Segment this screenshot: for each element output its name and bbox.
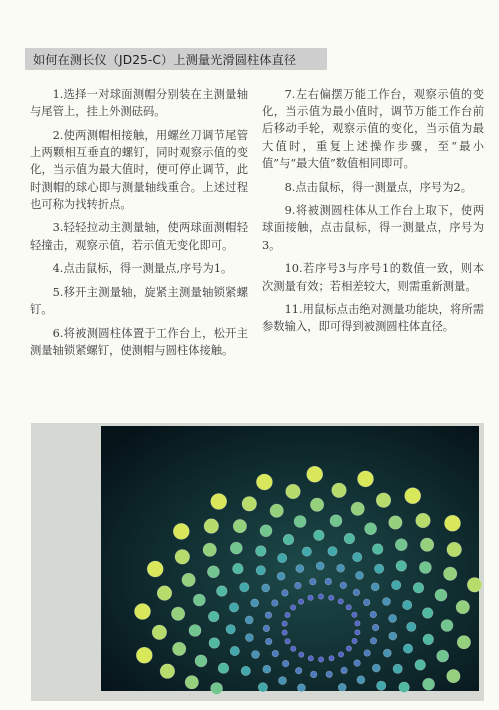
sphere — [282, 590, 289, 597]
sphere — [447, 542, 462, 557]
sphere — [310, 671, 317, 678]
sphere — [399, 682, 410, 693]
step-paragraph: 6.将被测圆柱体置于工作台上，松开主测量轴锁紧螺钉，使测帽与圆柱体接触。 — [30, 326, 248, 358]
step-paragraph: 5.移开主测量轴，旋紧主测量轴锁紧螺钉。 — [30, 286, 248, 317]
sphere — [173, 642, 186, 655]
sphere — [338, 652, 343, 657]
sphere — [413, 583, 424, 594]
sphere — [297, 684, 305, 692]
sphere — [340, 582, 347, 589]
sphere — [332, 483, 347, 498]
sphere — [302, 547, 311, 556]
sphere — [278, 553, 287, 562]
spiral-spheres-graphic — [31, 423, 484, 701]
sphere — [357, 676, 365, 684]
sphere — [355, 621, 360, 626]
sphere — [318, 594, 323, 599]
sphere — [370, 611, 377, 618]
sphere — [263, 665, 271, 673]
sphere — [245, 616, 253, 624]
sphere — [233, 519, 246, 532]
sphere — [330, 515, 342, 527]
sphere — [467, 578, 482, 593]
sphere — [441, 620, 453, 632]
sphere — [457, 636, 470, 649]
sphere — [355, 630, 360, 635]
sphere — [372, 664, 380, 672]
sphere — [314, 530, 325, 541]
sphere — [374, 564, 383, 573]
spiral-spheres-image — [31, 423, 484, 701]
sphere — [175, 550, 190, 565]
sphere — [316, 562, 324, 570]
sphere — [171, 607, 184, 620]
sphere — [291, 646, 296, 651]
step-paragraph: 1.选择一对球面测帽分别装在主测量轴与尾管上，挂上外测砝码。 — [30, 88, 248, 119]
sphere — [308, 656, 313, 661]
right-column — [262, 86, 484, 342]
sphere — [217, 586, 228, 597]
sphere — [160, 664, 175, 679]
sphere — [364, 650, 371, 657]
sphere — [326, 671, 333, 678]
sphere — [338, 683, 346, 691]
sphere — [207, 566, 219, 578]
sphere — [193, 594, 205, 606]
sphere — [260, 525, 272, 537]
sphere — [208, 611, 219, 622]
sphere — [405, 488, 421, 504]
sphere — [282, 621, 287, 626]
sphere — [383, 649, 391, 657]
sphere — [282, 660, 289, 667]
sphere — [279, 677, 287, 685]
figure-background — [101, 426, 479, 691]
sphere — [403, 600, 412, 609]
sphere — [256, 546, 267, 557]
sphere — [338, 599, 343, 604]
sphere — [211, 494, 227, 510]
sphere — [329, 656, 334, 661]
step-paragraph: 7.左右偏摆万能工作台，观察示值的变化，当示值为最小值时，调节万能工作台前后移动手轮，观察示值的变化，当示值为最大值时，重复上述操作步骤，至“最小值”与“最大值”数值相同即可。 — [262, 88, 484, 170]
sphere — [152, 625, 167, 640]
sphere — [419, 562, 431, 574]
sphere — [285, 639, 290, 644]
sphere — [286, 484, 301, 499]
step-paragraph: 9.将被测圆柱体从工作台上取下，使两球面接触，点击鼠标，得一测量点，序号为3。 — [262, 204, 484, 252]
sphere — [265, 638, 272, 645]
sphere — [344, 533, 355, 544]
sphere — [229, 603, 238, 612]
sphere — [416, 513, 431, 528]
sphere — [230, 646, 239, 655]
sphere — [351, 502, 364, 515]
step-paragraph: 11.用鼠标点击绝对测量功能块，将所需参数输入，即可得到被测圆柱体直径。 — [262, 303, 484, 334]
step-paragraph: 8.点击鼠标，得一测量点，序号为2。 — [284, 180, 473, 194]
sphere — [147, 561, 163, 577]
sphere — [329, 595, 334, 600]
sphere — [256, 474, 272, 490]
sphere — [422, 608, 433, 619]
sphere — [283, 534, 294, 545]
sphere — [135, 604, 151, 620]
sphere — [277, 572, 285, 580]
sphere — [358, 471, 374, 487]
sphere — [245, 634, 253, 642]
sphere — [258, 683, 267, 692]
sphere — [211, 683, 223, 695]
sphere — [295, 582, 302, 589]
sphere — [363, 599, 370, 606]
sphere — [298, 599, 303, 604]
sphere — [226, 625, 235, 634]
sphere — [392, 580, 401, 589]
sphere — [353, 589, 360, 596]
sphere — [290, 605, 295, 610]
step-paragraph: 10.若序号3与序号1的数值一致，则本次测量有效；若相差较大，则需重新测量。 — [262, 262, 484, 293]
sphere — [383, 598, 391, 606]
sphere — [376, 493, 391, 508]
sphere — [444, 567, 457, 580]
sphere — [256, 566, 265, 575]
sphere — [372, 544, 383, 555]
sphere — [173, 523, 189, 539]
sphere — [203, 543, 216, 556]
sphere — [395, 539, 407, 551]
sphere — [423, 678, 435, 690]
sphere — [325, 578, 332, 585]
sphere — [393, 664, 402, 673]
sphere — [242, 497, 257, 512]
sphere — [272, 650, 279, 657]
sphere — [285, 612, 290, 617]
sphere — [241, 666, 250, 675]
sphere — [310, 578, 317, 585]
sphere — [182, 573, 195, 586]
sphere — [157, 586, 172, 601]
sphere — [318, 657, 323, 662]
sphere — [189, 625, 201, 637]
sphere — [365, 523, 377, 535]
sphere — [353, 552, 362, 561]
sphere — [262, 584, 270, 592]
sphere — [272, 600, 279, 607]
sphere — [240, 583, 249, 592]
left-column — [30, 86, 248, 366]
sphere — [415, 660, 426, 671]
sphere — [352, 638, 357, 643]
sphere — [377, 681, 386, 690]
sphere — [337, 564, 345, 572]
sphere — [389, 614, 397, 622]
step-paragraph: 4.点击鼠标，得一测量点,序号为1。 — [52, 262, 233, 276]
sphere — [420, 538, 433, 551]
sphere — [251, 599, 259, 607]
sphere — [370, 638, 377, 645]
sphere — [346, 646, 351, 651]
sphere — [195, 655, 207, 667]
page-title: 如何在测长仪（JD25-C）上测量光滑圆柱体直径 — [33, 53, 297, 67]
sphere — [204, 519, 219, 534]
step-paragraph: 3.轻轻拉动主测量轴，使两球面测帽轻轻撞击，观察示值，若示值无变化即可。 — [30, 221, 248, 252]
sphere — [233, 563, 244, 574]
sphere — [341, 667, 348, 674]
sphere — [265, 612, 272, 619]
sphere — [185, 676, 198, 689]
sphere — [354, 660, 361, 667]
sphere — [389, 516, 402, 529]
sphere — [218, 663, 229, 674]
sphere — [356, 571, 364, 579]
sphere — [328, 547, 337, 556]
sphere — [352, 612, 357, 617]
sphere — [372, 624, 379, 631]
sphere — [136, 647, 152, 663]
sphere — [310, 498, 323, 511]
sphere — [308, 595, 313, 600]
sphere — [230, 542, 242, 554]
sphere — [209, 638, 220, 649]
sphere — [437, 650, 449, 662]
sphere — [456, 600, 469, 613]
sphere — [263, 625, 270, 632]
sphere — [299, 652, 304, 657]
sphere — [346, 605, 351, 610]
sphere — [423, 634, 434, 645]
sphere — [282, 630, 287, 635]
sphere — [445, 515, 461, 531]
sphere — [403, 644, 412, 653]
sphere — [447, 669, 460, 682]
sphere — [295, 667, 302, 674]
sphere — [407, 622, 416, 631]
sphere — [252, 651, 260, 659]
sphere — [371, 583, 379, 591]
sphere — [307, 466, 323, 482]
sphere — [389, 632, 397, 640]
sphere — [435, 589, 447, 601]
sphere — [270, 504, 283, 517]
step-paragraph: 2.使两测帽相接触，用螺丝刀调节尾管上两颗相互垂直的螺钉，同时观察示值的变化，当示值为最大值时，便可停止调节，此时测帽的球心即与测量轴线重合。上述过程也可称为找转折点。 — [30, 128, 248, 211]
sphere — [396, 561, 407, 572]
sphere — [296, 565, 304, 573]
sphere — [294, 516, 306, 528]
